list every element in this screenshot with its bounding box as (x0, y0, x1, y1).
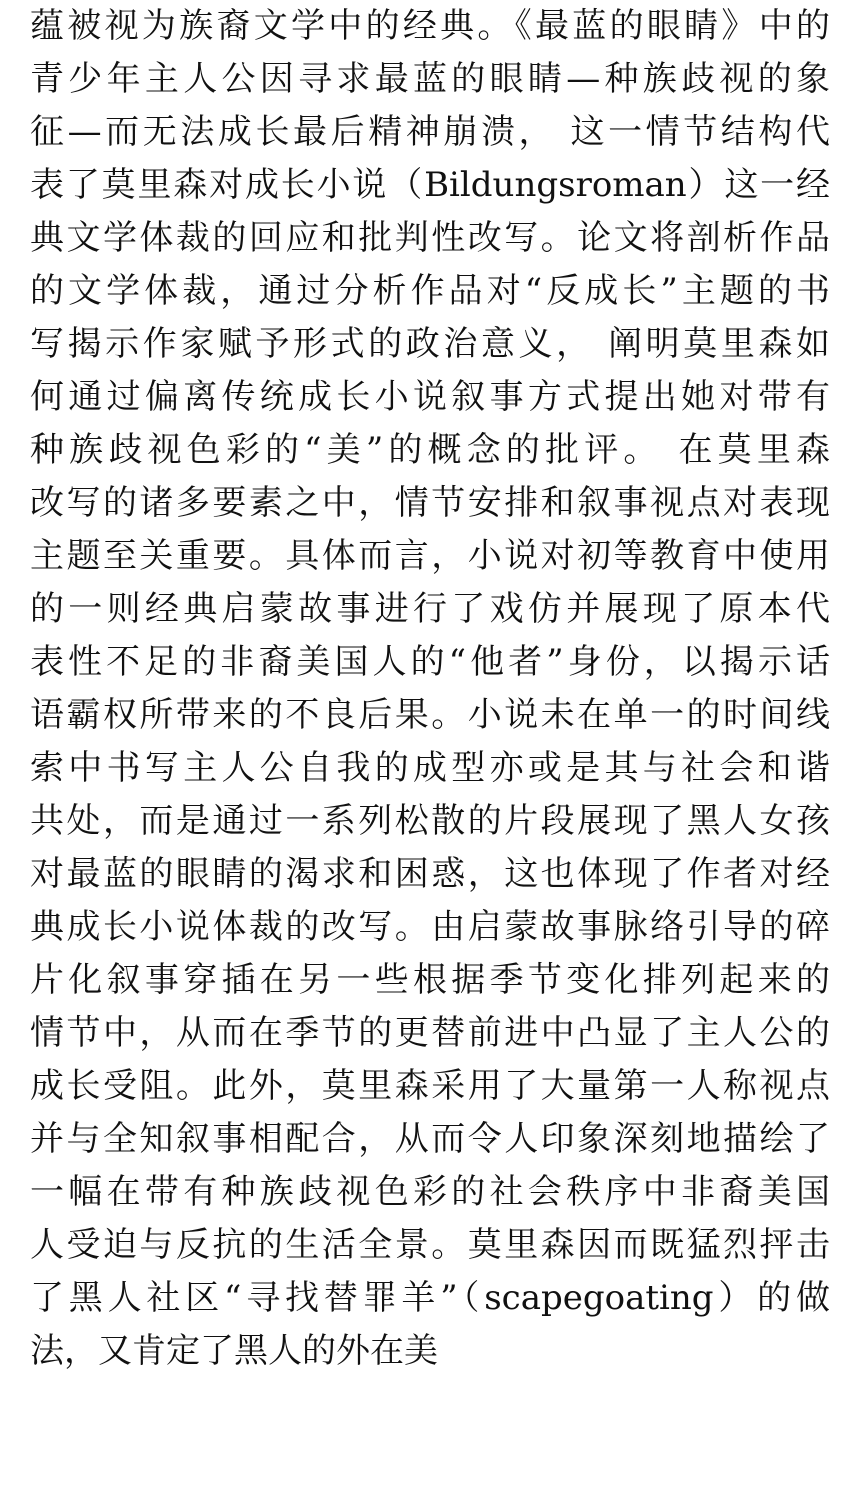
text-line: 索中书写主人公自我的成型亦或是其与社会和谐 (30, 748, 830, 788)
text-line: 并与全知叙事相配合，从而令人印象深刻地描绘了 (30, 1119, 830, 1159)
text-line: 改写的诸多要素之中，情节安排和叙事视点对表现 (30, 483, 830, 523)
text-line: 种族歧视色彩的“美”的概念的批评。 在莫里森 (30, 430, 830, 470)
text-line: 情节中，从而在季节的更替前进中凸显了主人公的 (30, 1013, 830, 1053)
text-line: 蕴被视为族裔文学中的经典。《最蓝的眼睛》中的 (30, 6, 830, 46)
text-line: 主题至关重要。具体而言，小说对初等教育中使用 (30, 536, 830, 576)
text-line: 典文学体裁的回应和批判性改写。论文将剖析作品 (30, 218, 830, 258)
text-line: 的一则经典启蒙故事进行了戏仿并展现了原本代 (30, 589, 830, 629)
text-line: 了黑人社区“寻找替罪羊”（scapegoating）的做 (30, 1278, 830, 1318)
text-line: 语霸权所带来的不良后果。小说未在单一的时间线 (30, 695, 830, 735)
text-line: 写揭示作家赋予形式的政治意义， 阐明莫里森如 (30, 324, 830, 364)
text-line: 表了莫里森对成长小说（Bildungsroman）这一经 (30, 165, 830, 205)
text-line: 对最蓝的眼睛的渴求和困惑，这也体现了作者对经 (30, 854, 830, 894)
text-line: 何通过偏离传统成长小说叙事方式提出她对带有 (30, 377, 830, 417)
text-line: 的文学体裁，通过分析作品对“反成长”主题的书 (30, 271, 830, 311)
body-text (30, 0, 830, 1378)
text-line: 片化叙事穿插在另一些根据季节变化排列起来的 (30, 960, 830, 1000)
text-line: 法，又肯定了黑人的外在美 (30, 1331, 438, 1371)
text-line: 人受迫与反抗的生活全景。莫里森因而既猛烈抨击 (30, 1225, 830, 1265)
text-line: 共处，而是通过一系列松散的片段展现了黑人女孩 (30, 801, 830, 841)
text-line: 成长受阻。此外，莫里森采用了大量第一人称视点 (30, 1066, 830, 1106)
text-line: 一幅在带有种族歧视色彩的社会秩序中非裔美国 (30, 1172, 830, 1212)
text-line: 典成长小说体裁的改写。由启蒙故事脉络引导的碎 (30, 907, 830, 947)
text-line: 征—而无法成长最后精神崩溃， 这一情节结构代 (30, 112, 830, 152)
text-line: 青少年主人公因寻求最蓝的眼睛—种族歧视的象 (30, 59, 830, 99)
text-line: 表性不足的非裔美国人的“他者”身份，以揭示话 (30, 642, 830, 682)
